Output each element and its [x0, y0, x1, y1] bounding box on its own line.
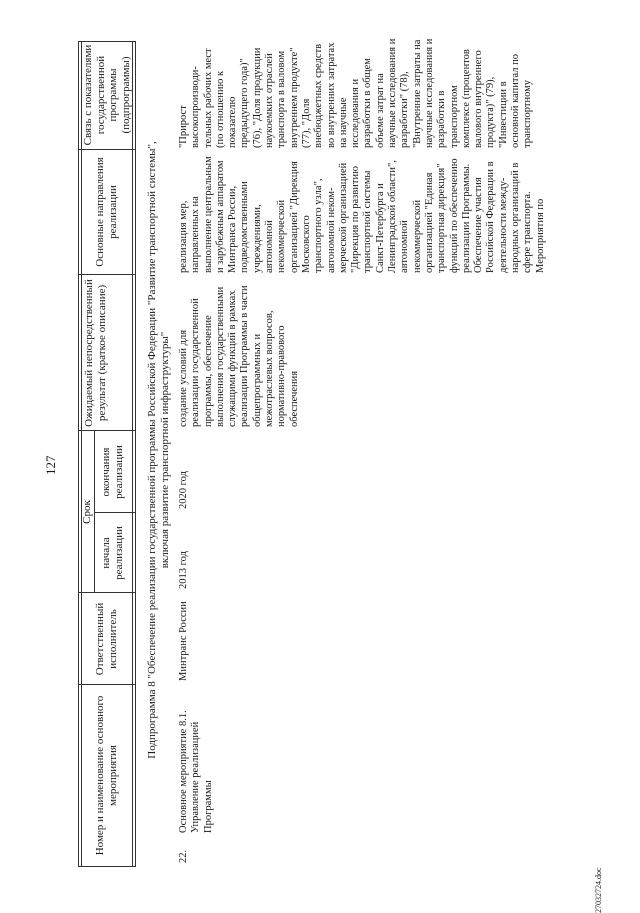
table-header-bottom-border-inner	[135, 41, 136, 867]
page-number: 127	[43, 455, 58, 475]
column-divider-4	[78, 430, 136, 431]
header-indicators: Связь с показателями государственной программы (подпрограммы)	[82, 44, 132, 146]
table-right-border	[78, 41, 136, 42]
table-left-border	[78, 866, 136, 867]
row-directions: реализация мер, направленных на выполнение центральным и зарубежным аппаратом Минтранса России, подведомственными учреждениями, автономной некоммерческой организацией "Дирекция Московского транспортного узла", автономной неком-мерческой организацией "Дирекция по развитию транспортной системы Санкт-Петербурга и Ленинградской области", автономной некоммерческой организацией "Единая транспортная дирекция" функций по обеспечению реализации Программы. Обеспечение участия Российской Федерации в деятельности между-народных организаций в сфере транспорта. Мероприятия по	[178, 156, 546, 273]
row-activity-name: Основное мероприятие 8.1. Управление реализацией Программы	[178, 710, 214, 833]
row-indicators: "Прирост высокопроизводи-тельных рабочих мест (по отношению к показателю предыдущего года)" (76), "Доля продукции наукоемких отраслей транспорта в валовом внутреннем продукте" (77), "Доля внебюджетных средств во внутренних затратах на научные исследования и разработки в общем объеме затрат на научные исследования и разработки" (78), "Внутренние затраты на научные исследования и разработки в транспортном комплексе (процентов валового внутреннего продукта)" (79), "Инвестиции в основной капитал по транспортному	[178, 38, 534, 148]
header-expected-result: Ожидаемый непосредственный результат (краткое описание)	[83, 279, 108, 427]
table-header-bottom-border	[132, 41, 133, 867]
header-term-end: окончания реализации	[100, 445, 125, 499]
subprogram-title: Подпрограмма 8 "Обеспечение реализации государственной программы Российской Федерации "Развитие транспортной системы", включая развитие транспортной инфраструктуры"	[146, 141, 171, 759]
row-term-start: 2013 год	[178, 551, 189, 589]
header-term-start: начала реализации	[100, 526, 125, 580]
footer-document-code: 27032724.doc	[594, 867, 603, 913]
header-number-name: Номер и наименование основного мероприятия	[94, 695, 119, 856]
header-executor: Ответственный исполнитель	[94, 602, 119, 676]
column-divider-2	[78, 592, 136, 593]
row-number: 22.	[178, 849, 189, 863]
row-expected-result: создание условий для реализации государственной программы, обеспечение выполнения государственными служащими функций в рамках реализации Программы в части общепрограммных и межотраслевых вопросов, нормативно-правового обеспечения	[178, 285, 300, 427]
row-term-end: 2020 год	[178, 471, 189, 509]
document-page	[38, 25, 608, 913]
column-divider-6	[78, 149, 136, 150]
row-executor: Минтранс России	[178, 601, 189, 681]
column-divider-5	[78, 274, 136, 275]
table-top-border	[78, 41, 79, 867]
column-divider-3	[94, 512, 136, 513]
column-divider-1	[78, 684, 136, 685]
header-term: Срок	[81, 500, 93, 524]
header-directions: Основные направления реализации	[94, 157, 119, 267]
